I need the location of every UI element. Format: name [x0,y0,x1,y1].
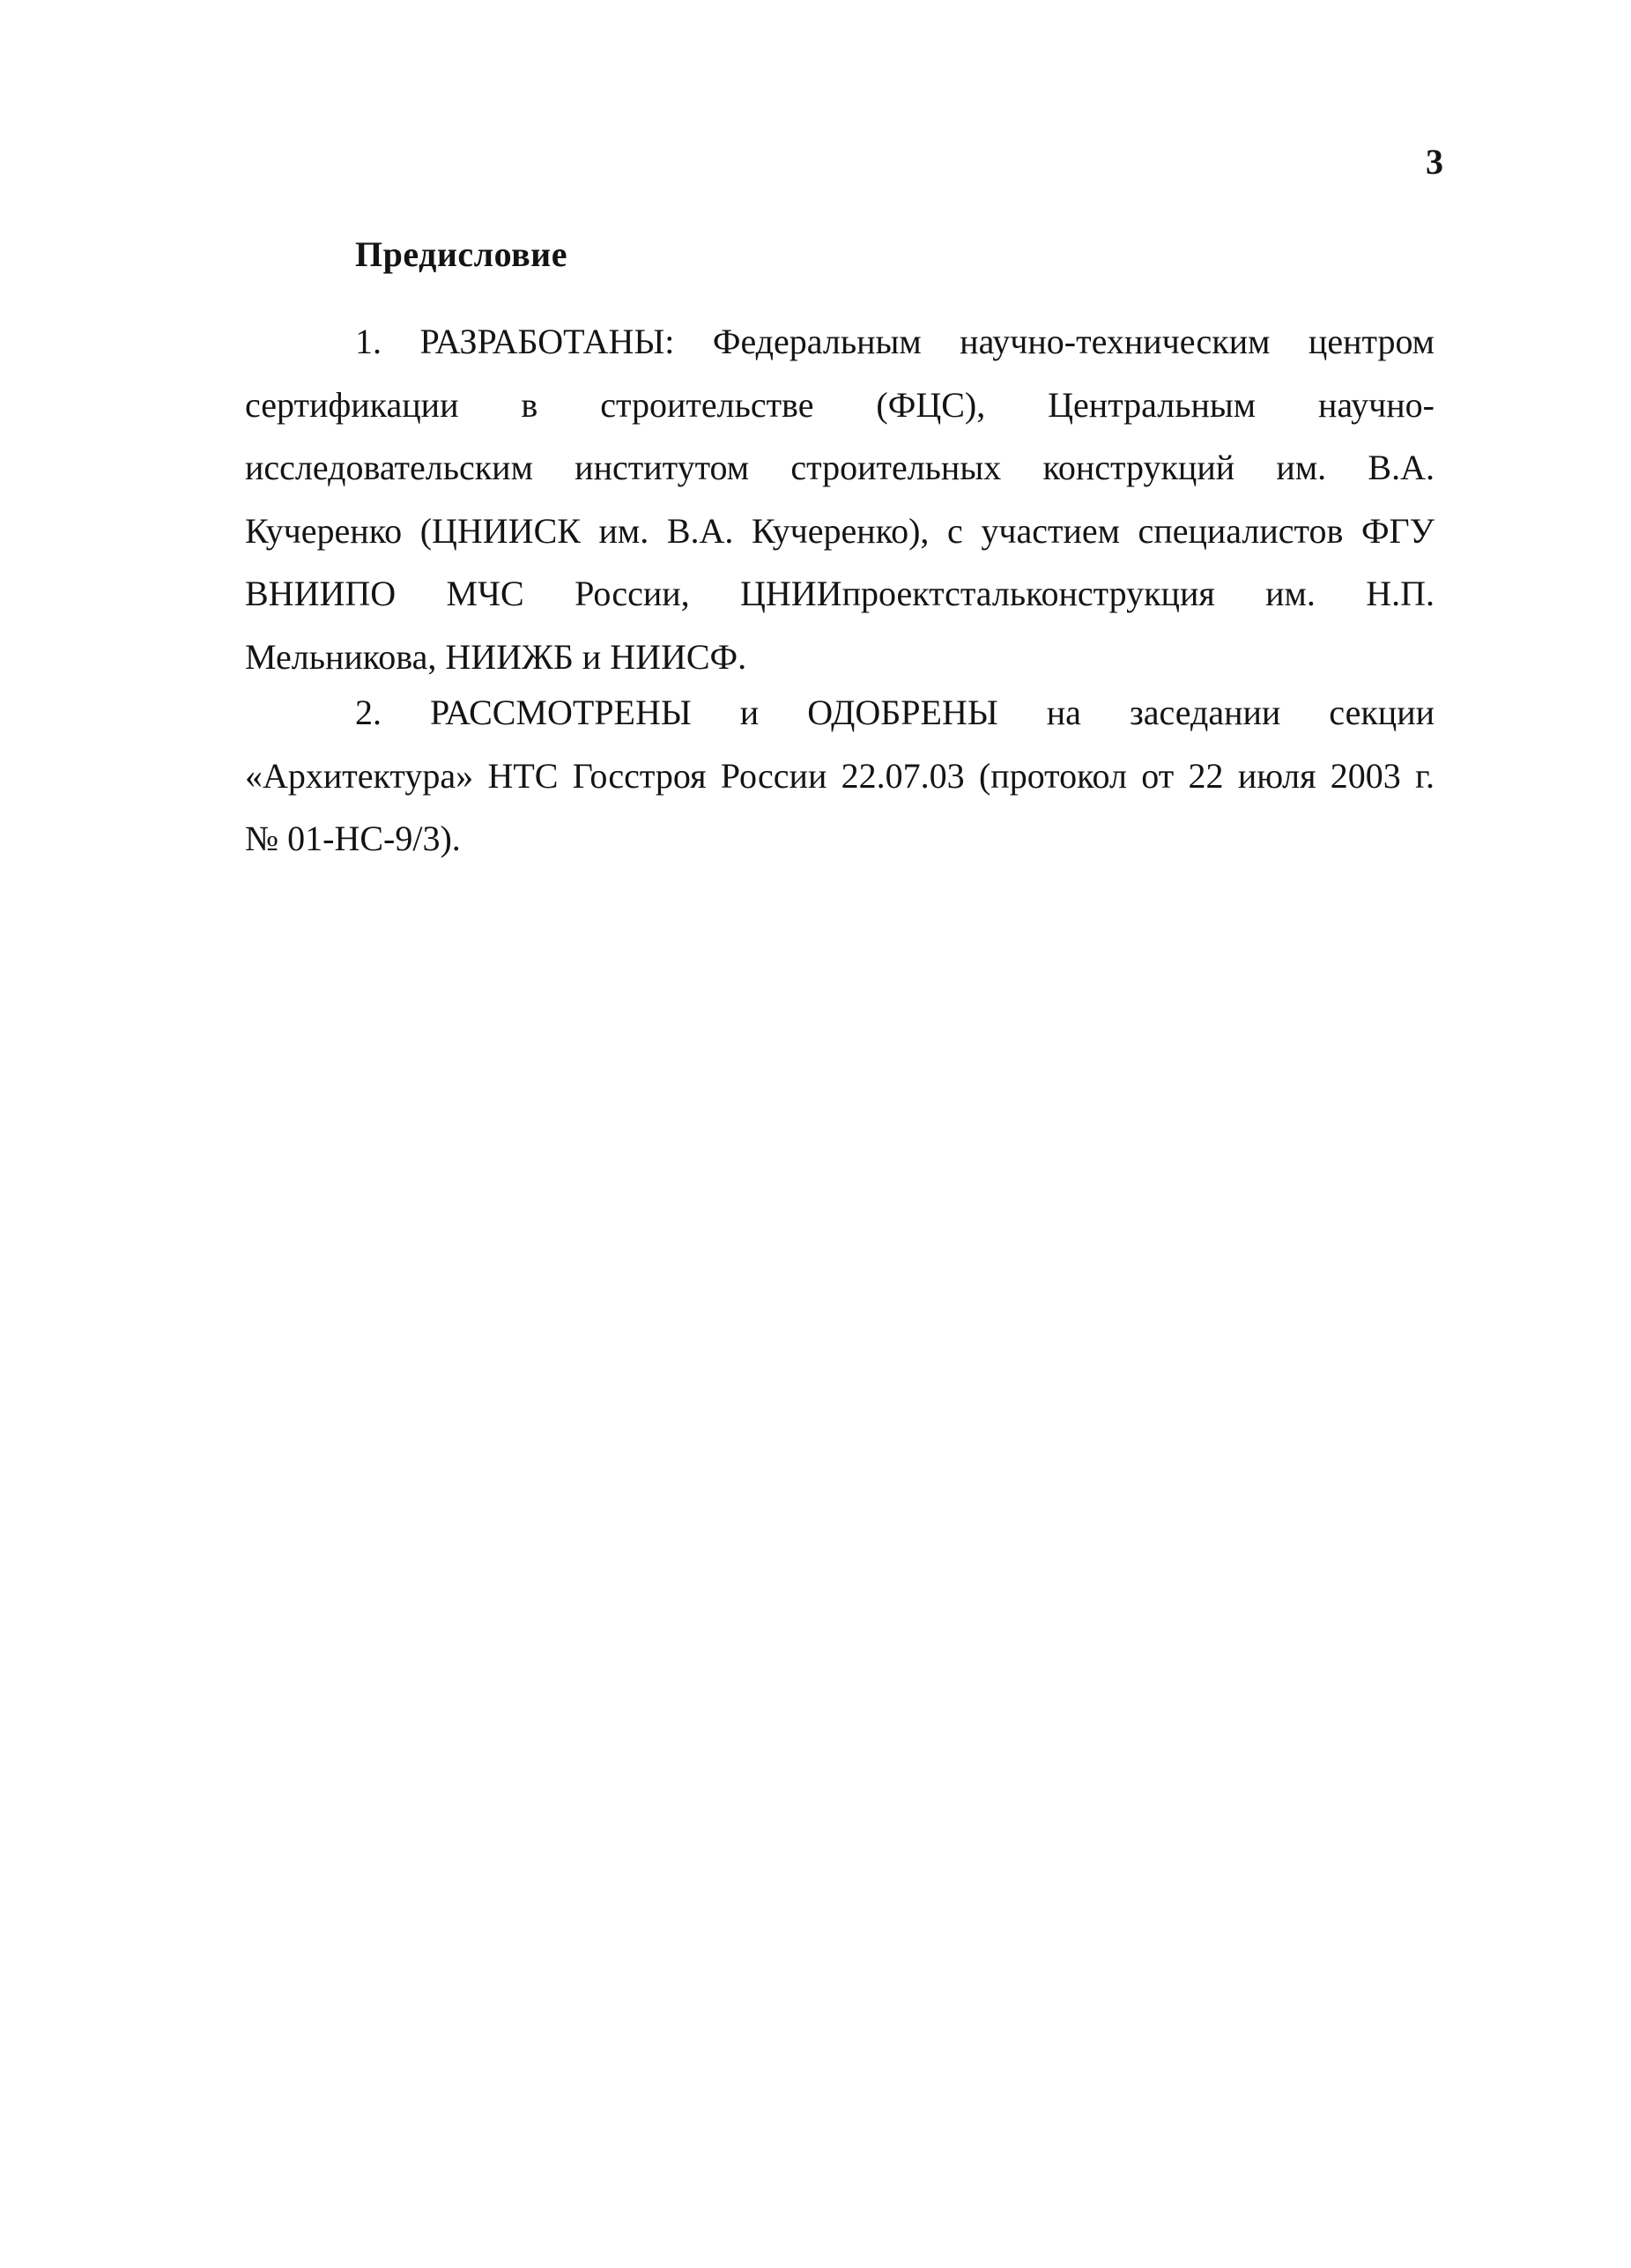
text-line: № 01-НС-9/3). [245,819,461,858]
paragraph-developed-by [245,310,1435,688]
page-title: Предисловие [355,234,567,274]
text-line: ВНИИПО МЧС России, ЦНИИпроектстальконструкция им. Н.П. [245,574,1435,613]
paragraph-reviewed-approved [245,681,1435,871]
text-line: 2. РАССМОТРЕНЫ и ОДОБРЕНЫ на заседании секции [355,693,1435,732]
page-number: 3 [1426,142,1443,182]
text-line: «Архитектура» НТС Госстроя России 22.07.03 (протокол от 22 июля 2003 г. [245,755,1435,796]
text-line: 1. РАЗРАБОТАНЫ: Федеральным научно-техническим центром [355,322,1435,361]
text-line: Кучеренко (ЦНИИСК им. В.А. Кучеренко), с участием специалистов ФГУ [245,510,1435,551]
text-line: исследовательским институтом строительных конструкций им. В.А. [245,448,1435,487]
text-line: Мельникова, НИИЖБ и НИИСФ. [245,636,747,677]
text-line: сертификации в строительстве (ФЦС), Центральным научно- [245,384,1435,425]
